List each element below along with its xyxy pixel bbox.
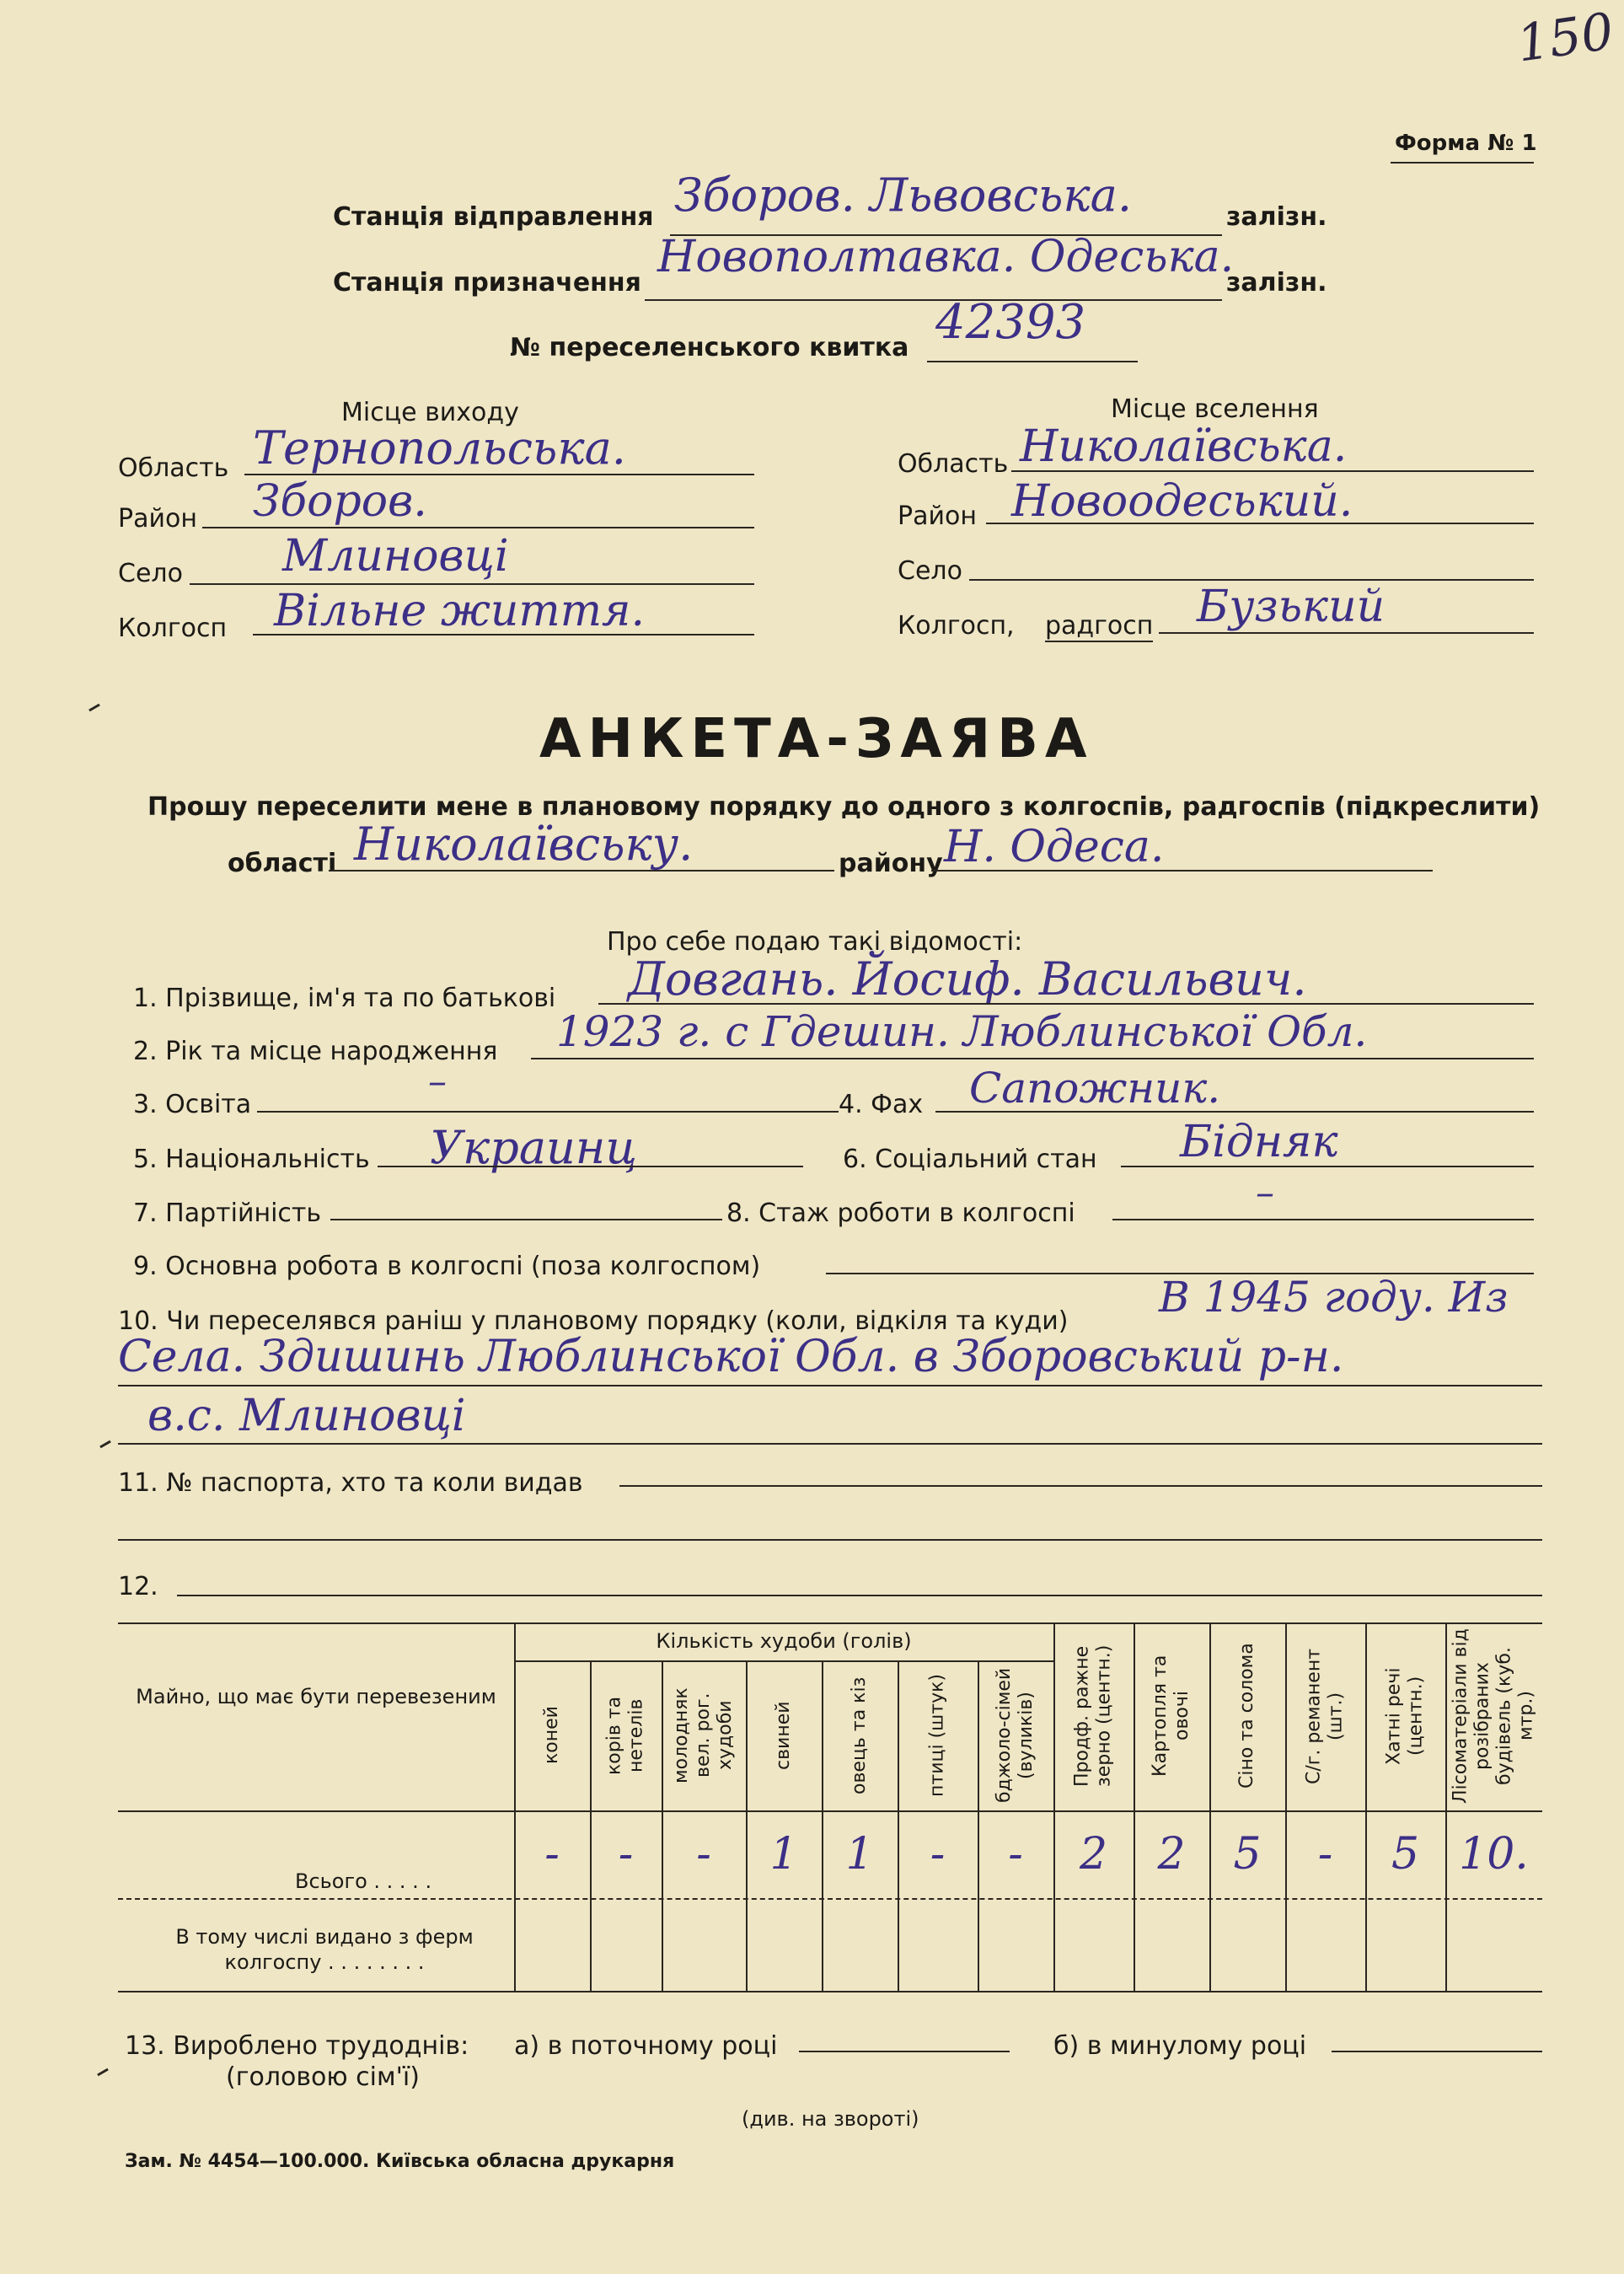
- q13-label: 13. Вироблено трудоднів:: [125, 2031, 469, 2061]
- dest-title: Місце вселення: [1111, 394, 1319, 424]
- origin-oblast-label: Область: [118, 453, 229, 483]
- destination-value: Новополтавка. Одеська.: [657, 232, 1235, 282]
- table-column-header: С/г. реманент (шт.): [1303, 1648, 1347, 1784]
- dest-kolgosp-label: Колгосп,: [898, 611, 1015, 641]
- departure-value: Зборов. Львовська.: [674, 169, 1133, 222]
- request-oblast-value: Николаївську.: [354, 818, 694, 871]
- table-column-header: Продф. ражне зерно (центн.): [1071, 1644, 1115, 1788]
- table-column-header: Сіно та солома: [1236, 1643, 1257, 1789]
- see-reverse-note: (див. на звороті): [742, 2107, 919, 2131]
- table-column-header: корів та нетелів: [603, 1696, 647, 1775]
- q10-value-1: В 1945 году. Из: [1159, 1273, 1509, 1322]
- dest-selo-label: Село: [898, 556, 962, 586]
- printer-footer: Зам. № 4454—100.000. Київська обласна друкарня: [125, 2151, 675, 2172]
- q13-sub: (головою сім'ї): [226, 2062, 420, 2092]
- margin-mark: [88, 704, 100, 712]
- q3-label: 3. Освіта: [133, 1090, 252, 1119]
- q1-value: Довгань. Йосиф. Васильвич.: [628, 952, 1307, 1006]
- table-row-total-label: Всього . . . . .: [295, 1869, 432, 1893]
- table-column-header: молодняк вел. рог. худоби: [671, 1687, 736, 1783]
- table-total-cell: -: [1008, 1829, 1023, 1880]
- dest-raion-value: Новоодеський.: [1011, 476, 1353, 527]
- origin-kolgosp-label: Колгосп: [118, 614, 228, 643]
- table-column-header: Хатні речі (центн.): [1383, 1667, 1427, 1765]
- q6-value: Бідняк: [1180, 1117, 1338, 1167]
- request-raion-label: району: [839, 849, 943, 878]
- table-total-cell: 1: [845, 1829, 874, 1880]
- main-title: АНКЕТА-ЗАЯВА: [539, 708, 1094, 770]
- q6-label: 6. Соціальний стан: [843, 1145, 1097, 1174]
- table-column-header: бджоло-сімей (вуликів): [994, 1667, 1037, 1804]
- dest-kolgosp-value: Бузький: [1197, 582, 1385, 632]
- q10-value-2: Села. Здишинь Люблинської Обл. в Зборовський р-н.: [118, 1332, 1344, 1382]
- q8-label: 8. Стаж роботи в колгоспі: [726, 1199, 1075, 1228]
- q13-a-label: а) в поточному році: [514, 2031, 778, 2061]
- table-total-cell: 10.: [1459, 1829, 1529, 1880]
- q5-value: Украинц: [430, 1121, 638, 1174]
- origin-raion-label: Район: [118, 504, 197, 534]
- destination-suffix: залізн.: [1226, 268, 1327, 298]
- table-column-header: свиней: [773, 1701, 794, 1770]
- request-raion-value: Н. Одеса.: [944, 822, 1165, 872]
- departure-label: Станція відправлення: [333, 202, 654, 232]
- table-column-header: коней: [541, 1706, 562, 1765]
- q12-label: 12.: [118, 1572, 158, 1601]
- page-number: 150: [1513, 2, 1617, 74]
- margin-mark: [97, 2068, 109, 2077]
- intro-text: Про себе подаю такі відомості:: [607, 927, 1023, 957]
- table-column-header: птиці (штук): [926, 1674, 948, 1797]
- q4-value: Сапожник.: [969, 1064, 1221, 1113]
- dest-oblast-value: Николаївська.: [1020, 421, 1348, 472]
- table-column-header: овець та кіз: [849, 1676, 870, 1794]
- table-total-cell: 2: [1079, 1829, 1108, 1880]
- origin-oblast-value: Тернопольська.: [253, 421, 626, 475]
- q5-label: 5. Національність: [133, 1145, 370, 1174]
- q2-value: 1923 г. с Гдешин. Люблинської Обл.: [556, 1007, 1368, 1056]
- dest-radgosp-label: радгосп: [1045, 611, 1154, 641]
- q1-label: 1. Прізвище, ім'я та по батькові: [133, 984, 556, 1013]
- table-column-header: Лісоматеріали від розібраних будівель (куб. мтр.): [1450, 1628, 1537, 1804]
- table-total-cell: 5: [1233, 1829, 1262, 1880]
- ticket-value: 42393: [935, 295, 1086, 350]
- request-text: Прошу переселити мене в плановому порядку до одного з колгоспів, радгоспів (підкреслити): [147, 792, 1541, 822]
- q13-b-label: б) в минулому році: [1053, 2031, 1307, 2061]
- table-total-cell: 2: [1157, 1829, 1186, 1880]
- table-total-cell: -: [618, 1829, 634, 1880]
- origin-kolgosp-value: Вільне життя.: [274, 586, 645, 636]
- ticket-label: № переселенського квитка: [510, 333, 909, 362]
- origin-selo-label: Село: [118, 559, 183, 588]
- table-total-cell: -: [544, 1829, 560, 1880]
- dest-oblast-label: Область: [898, 449, 1009, 479]
- origin-title: Місце виходу: [341, 398, 519, 427]
- table-total-cell: -: [696, 1829, 711, 1880]
- q10-label: 10. Чи переселявся раніш у плановому порядку (коли, відкіля та куди): [118, 1306, 1069, 1336]
- table-row-farm-label: В тому числі видано з ферм колгоспу . . . . . . . .: [175, 1925, 474, 1974]
- q9-label: 9. Основна робота в колгоспі (поза колгоспом): [133, 1252, 761, 1281]
- table-total-cell: -: [930, 1829, 946, 1880]
- departure-suffix: залізн.: [1226, 202, 1327, 232]
- table-total-cell: 1: [769, 1829, 798, 1880]
- q7-label: 7. Партійність: [133, 1199, 322, 1228]
- q11-label: 11. № паспорта, хто та коли видав: [118, 1468, 583, 1498]
- q3-value: –: [428, 1060, 447, 1103]
- q10-value-3: в.с. Млиновці: [147, 1391, 466, 1441]
- origin-selo-value: Млиновці: [282, 531, 509, 582]
- dest-raion-label: Район: [898, 501, 977, 531]
- table-property-header: Майно, що має бути перевезеним: [136, 1685, 496, 1708]
- origin-raion-value: Зборов.: [253, 476, 427, 527]
- margin-mark: [99, 1440, 111, 1449]
- table-column-header: Картопля та овочі: [1150, 1655, 1193, 1778]
- q8-value: –: [1256, 1172, 1274, 1215]
- table-total-cell: 5: [1391, 1829, 1420, 1880]
- q4-label: 4. Фах: [839, 1090, 924, 1119]
- table-livestock-header: Кількість худоби (голів): [656, 1629, 912, 1653]
- request-oblast-label: області: [228, 849, 337, 878]
- q2-label: 2. Рік та місце народження: [133, 1037, 498, 1066]
- destination-label: Станція призначення: [333, 268, 641, 298]
- table-total-cell: -: [1317, 1829, 1333, 1880]
- form-label: Форма № 1: [1395, 131, 1537, 156]
